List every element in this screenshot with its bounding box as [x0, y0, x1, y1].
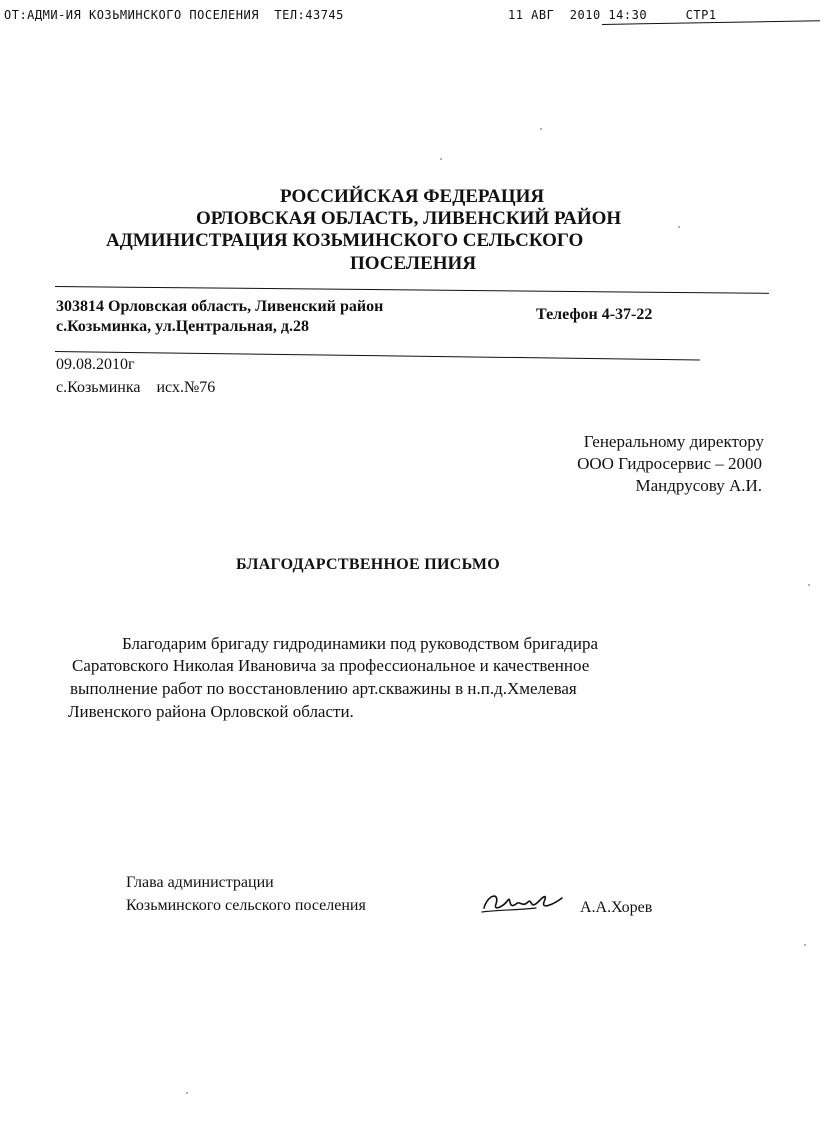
scan-speck: [678, 226, 680, 228]
letterhead-rule-top: [55, 286, 769, 294]
reference-line: [56, 379, 215, 397]
letter-title: БЛАГОДАРСТВЕННОЕ ПИСЬМО: [236, 556, 501, 573]
phone-number: Телефон 4-37-22: [536, 306, 653, 323]
address-line-1: 303814 Орловская область, Ливенский район: [56, 298, 384, 315]
body-line-3: выполнение работ по восстановлению арт.скважины в н.п.д.Хмелевая: [70, 679, 577, 698]
scan-speck: [540, 128, 542, 130]
scan-speck: [440, 158, 442, 160]
body-line-2: Саратовского Николая Ивановича за профессиональное и качественное: [72, 656, 590, 675]
address-line-2: с.Козьминка, ул.Центральная, д.28: [56, 318, 309, 335]
signatory-position-2: Козьминского сельского поселения: [126, 897, 366, 914]
fax-page: СТР1: [685, 8, 717, 22]
handwritten-signature: [478, 886, 568, 920]
letterhead-line-4: ПОСЕЛЕНИЯ: [350, 253, 477, 274]
recipient-line-2: ООО Гидросервис – 2000: [577, 454, 762, 473]
letterhead-rule-bottom: [55, 351, 700, 360]
scan-speck: [186, 1092, 188, 1094]
body-line-4: Ливенского района Орловской области.: [68, 702, 354, 721]
scan-speck: [804, 944, 806, 946]
body-line-1: Благодарим бригаду гидродинамики под руководством бригадира: [122, 634, 599, 653]
signatory-name: А.А.Хорев: [580, 899, 653, 916]
letterhead-line-1: РОССИЙСКАЯ ФЕДЕРАЦИЯ: [280, 186, 545, 207]
letterhead-line-3: АДМИНИСТРАЦИЯ КОЗЬМИНСКОГО СЕЛЬСКОГО: [106, 230, 584, 251]
signatory-position-1: Глава администрации: [126, 874, 274, 891]
recipient-line-1: Генеральному директору: [583, 432, 764, 451]
outgoing-number: исх.№76: [156, 379, 216, 396]
document-place: с.Козьминка: [56, 379, 141, 396]
scan-speck: [808, 584, 810, 586]
fax-sender: ОТ:АДМИ-ИЯ КОЗЬМИНСКОГО ПОСЕЛЕНИЯ ТЕЛ:43745: [4, 8, 344, 22]
fax-datetime: 11 АВГ 2010 14:30: [508, 8, 648, 22]
fax-datetime-page: [508, 8, 717, 22]
letterhead-line-2: ОРЛОВСКАЯ ОБЛАСТЬ, ЛИВЕНСКИЙ РАЙОН: [196, 208, 622, 229]
document-date: 09.08.2010г: [56, 356, 135, 373]
recipient-line-3: Мандрусову А.И.: [635, 476, 762, 495]
